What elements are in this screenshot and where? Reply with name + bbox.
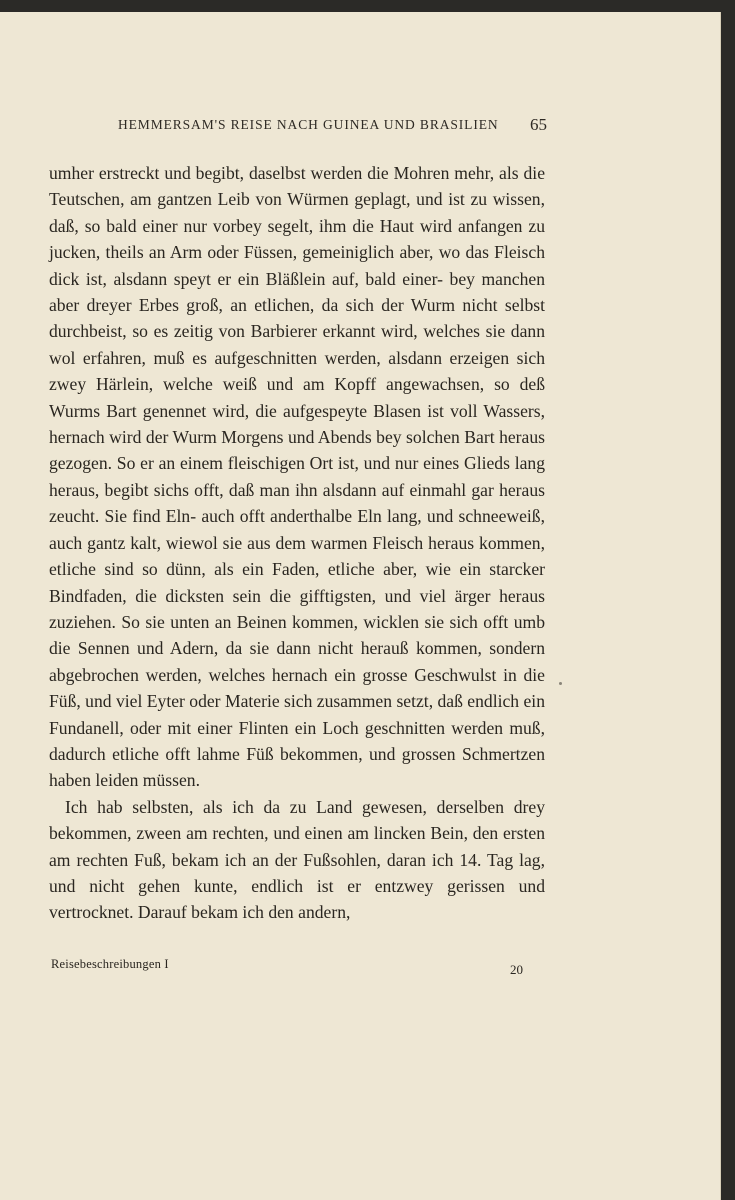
margin-mark <box>559 682 562 685</box>
signature-mark: Reisebeschreibungen I <box>51 957 169 971</box>
page-header <box>0 115 721 137</box>
running-head: HEMMERSAM'S REISE NACH GUINEA UND BRASILIEN <box>118 117 499 132</box>
paragraph-1: umher erstreckt und begibt, daselbst werden die Mohren mehr, als die Teutschen, am gantzen Leib von Würmen geplagt, und ist zu wissen, daß, so bald einer nur vorbey segelt, ihm die Haut wird anfangen zu jucken, theils an Arm oder Füssen, gemeiniglich aber, wo das Fleisch dick ist, alsdann speyt er ein Bläßlein auf, bald einer- bey manchen aber dreyer Erbes groß, an etlichen, da sich der Wurm nicht selbst durchbeist, so es zeitig von Barbierer erkannt wird, welches sie dann wol erfahren, muß es aufgeschnitten werden, alsdann erzeigen sich zwey Härlein, welche weiß und am Kopff angewachsen, so deß Wurms Bart genennet wird, die aufgespeyte Blasen ist voll Wassers, hernach wird der Wurm Morgens und Abends bey solchen Bart heraus gezogen. So er an einem fleischigen Ort ist, und nur eines Glieds lang heraus, begibt sichs offt, daß man ihn alsdann auf einmahl gar heraus zeucht. Sie find Eln- auch offt anderthalbe Eln lang, und schneeweiß, auch gantz kalt, wiewol sie aus dem warmen Fleisch heraus kommen, etliche sind so dünn, als ein Faden, etliche aber, wie ein starcker Bindfaden, die dicksten sein die gifftigsten, und viel ärger heraus zuziehen. So sie unten an Beinen kommen, wicklen sie sich offt umb die Sennen und Adern, da sie dann nicht herauß kommen, sondern abgebrochen werden, welches hernach ein grosse Geschwulst in die Füß, und viel Eyter oder Materie sich zusammen setzt, daß endlich ein Fundanell, oder mit einer Flinten ein Loch geschnitten werden muß, dadurch etliche offt lahme Füß bekommen, und grossen Schmertzen haben leiden müssen. <box>49 163 545 791</box>
book-page <box>0 12 721 1200</box>
body-text <box>49 160 545 926</box>
page-number: 65 <box>530 115 547 134</box>
paragraph-2: Ich hab selbsten, als ich da zu Land gewesen, derselben drey bekommen, zween am rechten, und einen am lincken Bein, den ersten am rechten Fuß, bekam ich an der Fußsohlen, daran ich 14. Tag lag, und nicht gehen kunte, endlich ist er entzwey gerissen und vertrocknet. Darauf bekam ich den andern, <box>49 796 545 923</box>
sheet-number: 20 <box>510 962 523 977</box>
